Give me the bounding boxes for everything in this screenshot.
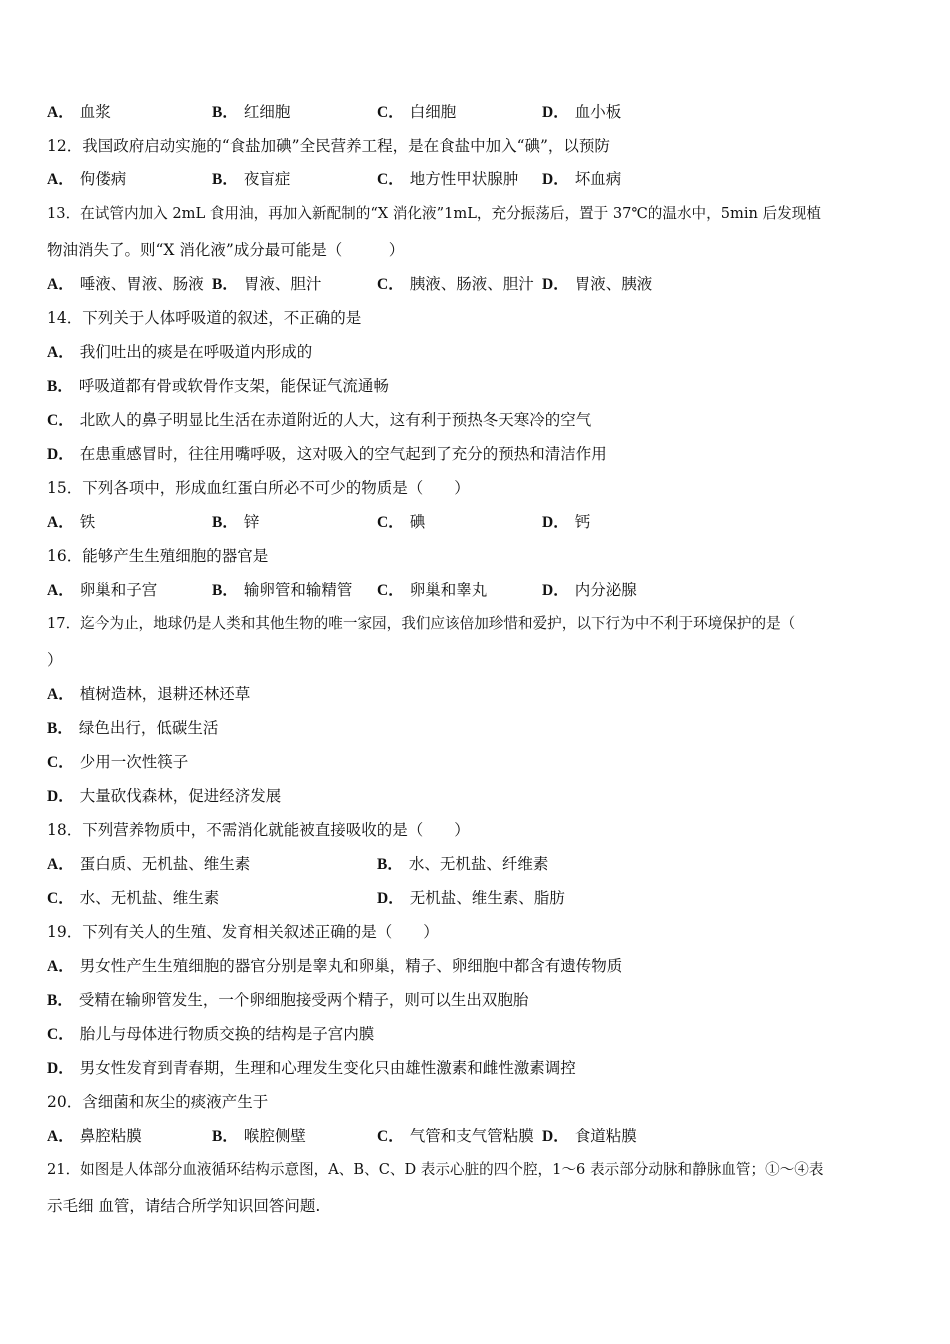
q12-option-a[interactable]: A． 佝偻病 xyxy=(47,170,127,188)
q12-option-d[interactable]: D． 坏血病 xyxy=(542,170,622,188)
q20-option-a[interactable]: A． 鼻腔粘膜 xyxy=(47,1127,142,1145)
q19-option-d[interactable]: D． 男女性发育到青春期，生理和心理发生变化只由雄性激素和雌性激素调控 xyxy=(47,1059,576,1077)
q16-option-d[interactable]: D． 内分泌腺 xyxy=(542,581,637,599)
q15-option-a[interactable]: A． 铁 xyxy=(47,513,96,531)
q15-option-c[interactable]: C． 碘 xyxy=(377,513,426,531)
q12-stem: 12．我国政府启动实施的“食盐加碘”全民营养工程，是在食盐中加入“碘”，以预防 xyxy=(47,137,610,155)
q21-stem-line1: 21．如图是人体部分血液循环结构示意图，A、B、C、D 表示心脏的四个腔，1～6 表示部分动脉和静脉血管；①～④表 xyxy=(47,1161,824,1178)
q16-option-a[interactable]: A． 卵巢和子宫 xyxy=(47,581,158,599)
q17-stem-line1: 17．迄今为止，地球仍是人类和其他生物的唯一家园，我们应该倍加珍惜和爱护，以下行为中不利于环境保护的是（ xyxy=(47,615,796,632)
q13-option-d[interactable]: D． 胃液、胰液 xyxy=(542,275,653,293)
q12-option-c[interactable]: C． 地方性甲状腺肿 xyxy=(377,170,519,188)
q18-stem: 18．下列营养物质中，不需消化就能被直接吸收的是（ ） xyxy=(47,821,470,839)
q13-option-b[interactable]: B． 胃液、胆汁 xyxy=(212,275,322,293)
q11-option-b[interactable]: B． 红细胞 xyxy=(212,103,291,121)
q14-option-b[interactable]: B． 呼吸道都有骨或软骨作支架，能保证气流通畅 xyxy=(47,377,389,395)
q15-option-b[interactable]: B． 锌 xyxy=(212,513,260,531)
q20-option-b[interactable]: B． 喉腔侧壁 xyxy=(212,1127,306,1145)
q13-stem-line1: 13．在试管内加入 2mL 食用油，再加入新配制的“X 消化液”1mL，充分振荡后，置于 37℃的温水中，5min 后发现植 xyxy=(47,205,821,222)
q14-option-d[interactable]: D． 在患重感冒时，往往用嘴呼吸，这对吸入的空气起到了充分的预热和清洁作用 xyxy=(47,445,607,463)
q17-option-d[interactable]: D． 大量砍伐森林，促进经济发展 xyxy=(47,787,282,805)
q14-option-a[interactable]: A． 我们吐出的痰是在呼吸道内形成的 xyxy=(47,343,313,361)
q12-option-b[interactable]: B． 夜盲症 xyxy=(212,170,291,188)
q18-option-d[interactable]: D． 无机盐、维生素、脂肪 xyxy=(377,889,565,907)
q17-option-c[interactable]: C． 少用一次性筷子 xyxy=(47,753,189,771)
q21-stem-line2: 示毛细 血管，请结合所学知识回答问题. xyxy=(47,1197,321,1215)
q16-option-b[interactable]: B． 输卵管和输精管 xyxy=(212,581,353,599)
q18-option-b[interactable]: B． 水、无机盐、纤维素 xyxy=(377,855,549,873)
q15-stem: 15．下列各项中，形成血红蛋白所必不可少的物质是（ ） xyxy=(47,479,470,497)
q17-option-a[interactable]: A． 植树造林，退耕还林还草 xyxy=(47,685,251,703)
q16-stem: 16．能够产生生殖细胞的器官是 xyxy=(47,547,269,565)
q19-option-b[interactable]: B． 受精在输卵管发生，一个卵细胞接受两个精子，则可以生出双胞胎 xyxy=(47,991,529,1009)
q14-option-c[interactable]: C． 北欧人的鼻子明显比生活在赤道附近的人大，这有利于预热冬天寒冷的空气 xyxy=(47,411,592,429)
q15-option-d[interactable]: D． 钙 xyxy=(542,513,591,531)
q13-stem-line2: 物油消失了。则“X 消化液”成分最可能是（ ） xyxy=(47,241,405,259)
q20-stem: 20．含细菌和灰尘的痰液产生于 xyxy=(47,1093,269,1111)
q18-option-c[interactable]: C． 水、无机盐、维生素 xyxy=(47,889,220,907)
q19-option-c[interactable]: C． 胎儿与母体进行物质交换的结构是子宫内膜 xyxy=(47,1025,375,1043)
q16-option-c[interactable]: C． 卵巢和睾丸 xyxy=(377,581,488,599)
q14-stem: 14．下列关于人体呼吸道的叙述，不正确的是 xyxy=(47,309,362,327)
q17-stem-line2: ） xyxy=(47,651,63,669)
q17-option-b[interactable]: B． 绿色出行，低碳生活 xyxy=(47,719,219,737)
q19-option-a[interactable]: A． 男女性产生生殖细胞的器官分别是睾丸和卵巢，精子、卵细胞中都含有遗传物质 xyxy=(47,957,623,975)
q13-option-a[interactable]: A． 唾液、胃液、肠液 xyxy=(47,275,204,293)
q20-option-c[interactable]: C． 气管和支气管粘膜 xyxy=(377,1127,534,1145)
q19-stem: 19．下列有关人的生殖、发育相关叙述正确的是（ ） xyxy=(47,923,439,941)
q20-option-d[interactable]: D． 食道粘膜 xyxy=(542,1127,637,1145)
q11-option-a[interactable]: A． 血浆 xyxy=(47,103,111,121)
q18-option-a[interactable]: A． 蛋白质、无机盐、维生素 xyxy=(47,855,251,873)
q13-option-c[interactable]: C． 胰液、肠液、胆汁 xyxy=(377,275,534,293)
q11-option-c[interactable]: C． 白细胞 xyxy=(377,103,457,121)
q11-option-d[interactable]: D． 血小板 xyxy=(542,103,622,121)
